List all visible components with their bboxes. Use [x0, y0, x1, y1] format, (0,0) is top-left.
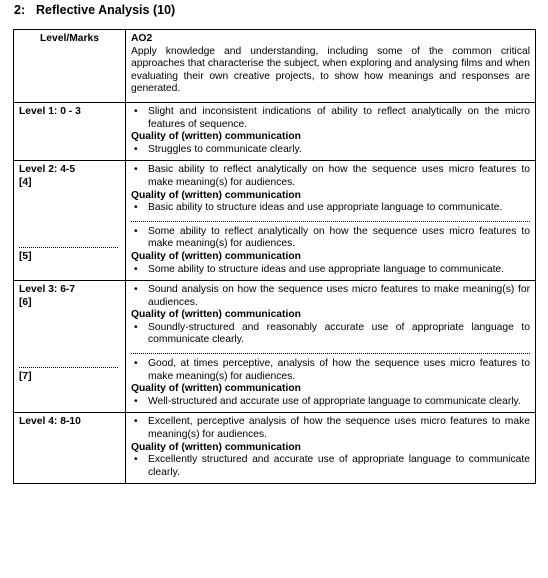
- descriptor-block: [131, 164, 530, 214]
- descriptor-block: [131, 353, 530, 408]
- descriptor-block: [131, 284, 530, 347]
- mark-block: [19, 177, 120, 241]
- communication-bullet: • Some ability to structure ideas and use appropriate language to communicate.: [131, 264, 530, 277]
- analysis-bullet: • Slight and inconsistent indications of ability to reflect analytically on the micro features of sequence.: [131, 106, 530, 131]
- descriptor-cell: [126, 102, 536, 160]
- section-title: Reflective Analysis (10): [36, 3, 176, 17]
- mark-label: [6]: [19, 296, 32, 308]
- mark-label: [4]: [19, 176, 32, 188]
- assessment-objective-cell: [126, 30, 536, 103]
- qwc-label: Quality of (written) communication: [131, 441, 301, 453]
- level-label: Level 2: 4-5: [19, 164, 76, 176]
- section-heading: [14, 2, 175, 18]
- descriptor-block: [131, 221, 530, 276]
- level-cell: [14, 281, 126, 413]
- level-cell: [14, 102, 126, 160]
- descriptor-block: [131, 416, 530, 479]
- analysis-bullet: • Basic ability to reflect analytically on how the sequence uses micro features to make meaning(s) for audiences.: [131, 164, 530, 189]
- analysis-bullet: • Some ability to reflect analytically on how the sequence uses micro features to make meaning(s) for audiences.: [131, 226, 530, 251]
- analysis-bullet: • Excellent, perceptive analysis of how the sequence uses micro features to make meaning(s) for audiences.: [131, 416, 530, 441]
- analysis-bullet: • Good, at times perceptive, analysis of how the sequence uses micro features to make meaning(s) for audiences.: [131, 358, 530, 383]
- mark-label: [5]: [19, 250, 32, 262]
- level-cell: [14, 161, 126, 281]
- section-number: 2:: [14, 3, 26, 17]
- assessment-objective-code: AO2: [131, 33, 153, 44]
- mark-block: [19, 367, 118, 384]
- mark-label: [7]: [19, 370, 32, 382]
- communication-bullet: • Struggles to communicate clearly.: [131, 144, 530, 157]
- qwc-label: Quality of (written) communication: [131, 309, 301, 321]
- communication-bullet: • Soundly-structured and reasonably accurate use of appropriate language to communicate clearly.: [131, 322, 530, 347]
- qwc-label: Quality of (written) communication: [131, 383, 301, 395]
- level-marks-header: Level/Marks: [14, 30, 126, 103]
- level-label: Level 4: 8-10: [19, 416, 81, 428]
- qwc-label: Quality of (written) communication: [131, 131, 301, 143]
- level-cell: [14, 413, 126, 484]
- descriptor-cell: [126, 161, 536, 281]
- analysis-bullet: • Sound analysis on how the sequence uses micro features to make meaning(s) for audiences.: [131, 284, 530, 309]
- communication-bullet: • Basic ability to structure ideas and use appropriate language to communicate.: [131, 202, 530, 215]
- communication-bullet: • Excellently structured and accurate use of appropriate language to communicate clearly.: [131, 454, 530, 479]
- table-row: [14, 413, 536, 484]
- descriptor-block: [131, 106, 530, 156]
- qwc-label: Quality of (written) communication: [131, 250, 301, 262]
- level-label: Level 1: 0 - 3: [19, 105, 81, 117]
- table-row: [14, 281, 536, 413]
- level-label: Level 3: 6-7: [19, 284, 76, 296]
- descriptor-cell: [126, 281, 536, 413]
- mark-block: [19, 297, 120, 361]
- communication-bullet: • Well-structured and accurate use of appropriate language to communicate clearly.: [131, 396, 530, 409]
- table-row: [14, 161, 536, 281]
- qwc-label: Quality of (written) communication: [131, 189, 301, 201]
- table-header-row: [14, 30, 536, 103]
- assessment-objective-description: Apply knowledge and understanding, including some of the common critical approaches that characterise the subject, when exploring and analysing films and when evaluating their own creative projects, to show how meanings and responses are generated.: [131, 45, 530, 95]
- mark-scheme-table: [13, 29, 536, 484]
- descriptor-cell: [126, 413, 536, 484]
- mark-block: [19, 247, 118, 264]
- table-row: [14, 102, 536, 160]
